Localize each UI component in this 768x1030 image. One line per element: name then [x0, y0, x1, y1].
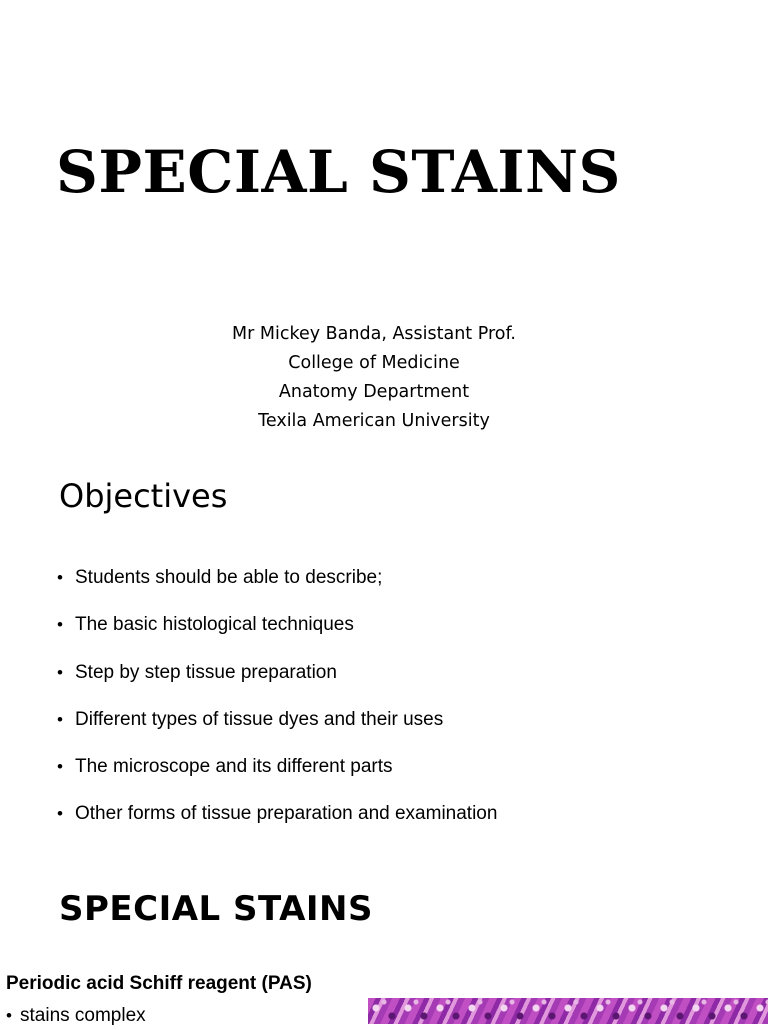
- author-college: College of Medicine: [288, 353, 460, 373]
- bullet-icon: •: [57, 709, 63, 729]
- objective-text: Different types of tissue dyes and their uses: [75, 708, 444, 730]
- objective-text: The basic histological techniques: [75, 614, 354, 636]
- bullet-icon: •: [57, 615, 63, 635]
- objective-text: The microscope and its different parts: [75, 756, 393, 778]
- author-department: Anatomy Department: [278, 382, 470, 402]
- objectives-list: [57, 563, 497, 847]
- special-stains-heading: SPECIAL STAINS: [59, 889, 373, 929]
- bullet-icon: •: [6, 1006, 12, 1025]
- histology-micrograph-image: [368, 998, 768, 1024]
- slide-title: SPECIAL STAINS: [56, 138, 621, 206]
- objective-item: [57, 799, 497, 846]
- pas-bullet-text: stains complex: [20, 1005, 146, 1026]
- objective-item: [57, 563, 497, 610]
- objective-item: [57, 658, 497, 705]
- objective-item: [57, 705, 497, 752]
- objective-item: [57, 610, 497, 657]
- pas-bullet-item: [6, 1002, 146, 1030]
- pas-subtitle: Periodic acid Schiff reagent (PAS): [6, 973, 312, 994]
- author-info: [0, 320, 748, 436]
- bullet-icon: •: [57, 662, 63, 682]
- objective-item: [57, 752, 497, 799]
- author-university: Texila American University: [258, 411, 490, 431]
- objective-text: Other forms of tissue preparation and examination: [75, 803, 498, 825]
- objectives-heading: Objectives: [59, 477, 228, 515]
- bullet-icon: •: [57, 804, 63, 824]
- bullet-icon: •: [57, 757, 63, 777]
- objective-text: Step by step tissue preparation: [75, 661, 337, 683]
- objective-text: Students should be able to describe;: [75, 567, 383, 588]
- bullet-icon: •: [57, 568, 63, 587]
- author-name: Mr Mickey Banda, Assistant Prof.: [232, 324, 516, 344]
